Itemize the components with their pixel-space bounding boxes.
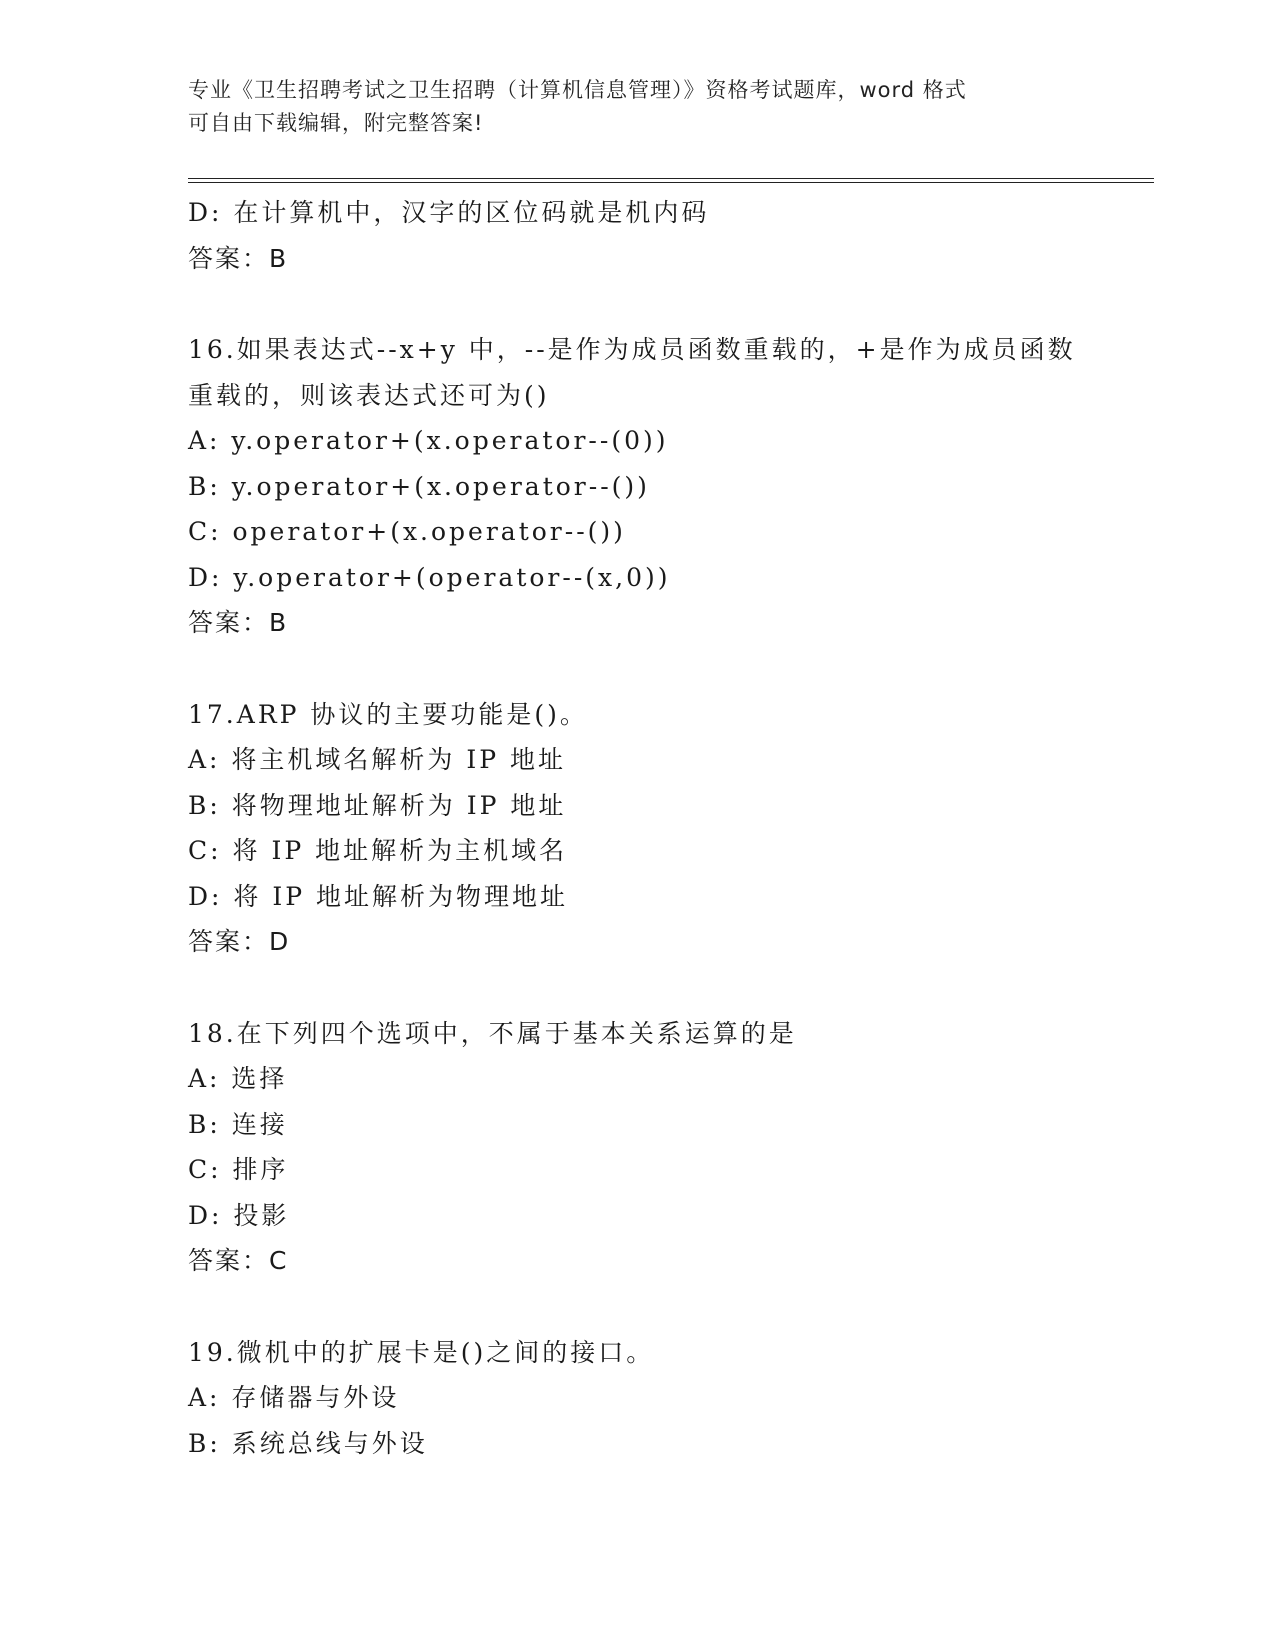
option-d: D: y.operator+(operator--(x,0))	[188, 562, 671, 592]
option-c: C: 排序	[188, 1155, 289, 1184]
option-d: D: 在计算机中，汉字的区位码就是机内码	[188, 198, 710, 227]
spacer	[188, 646, 1168, 692]
question-stem: 16.如果表达式--x+y 中，--是作为成员函数重载的，+是作为成员函数	[188, 335, 1076, 364]
header-divider-bottom	[188, 182, 1154, 183]
option-b: B: 系统总线与外设	[188, 1428, 428, 1458]
option-a: A: 存储器与外设	[188, 1383, 400, 1412]
spacer	[188, 965, 1168, 1011]
spacer	[188, 281, 1168, 327]
document-header	[188, 74, 1088, 140]
header-divider-top	[188, 178, 1154, 179]
answer-line: 答案：D	[188, 927, 291, 956]
option-a: A: 将主机域名解析为 IP 地址	[188, 745, 567, 774]
question-list	[188, 190, 1168, 1466]
answer-line: 答案：C	[188, 1246, 289, 1275]
question-block-18	[188, 1011, 1168, 1284]
header-line-2: 可自由下载编辑，附完整答案!	[188, 111, 484, 135]
option-b: B: 连接	[188, 1109, 288, 1139]
option-a: A: 选择	[188, 1064, 288, 1093]
option-b: B: y.operator+(x.operator--())	[188, 471, 650, 501]
question-stem: 重载的，则该表达式还可为()	[188, 380, 550, 410]
option-c: C: operator+(x.operator--())	[188, 517, 626, 546]
question-block-prev	[188, 190, 1168, 281]
header-line-1: 专业《卫生招聘考试之卫生招聘（计算机信息管理）》资格考试题库，word 格式	[188, 78, 967, 102]
option-b: B: 将物理地址解析为 IP 地址	[188, 790, 567, 820]
answer-line: 答案：B	[188, 608, 289, 637]
answer-line: 答案：B	[188, 243, 289, 273]
option-d: D: 投影	[188, 1200, 290, 1230]
option-c: C: 将 IP 地址解析为主机域名	[188, 836, 568, 865]
question-block-19	[188, 1330, 1168, 1467]
question-block-17	[188, 692, 1168, 965]
question-block-16	[188, 327, 1168, 646]
question-stem: 19.微机中的扩展卡是()之间的接口。	[188, 1337, 655, 1367]
option-d: D: 将 IP 地址解析为物理地址	[188, 881, 569, 911]
spacer	[188, 1284, 1168, 1330]
option-a: A: y.operator+(x.operator--(0))	[188, 426, 669, 455]
question-stem: 18.在下列四个选项中，不属于基本关系运算的是	[188, 1018, 797, 1048]
question-stem: 17.ARP 协议的主要功能是()。	[188, 699, 588, 729]
